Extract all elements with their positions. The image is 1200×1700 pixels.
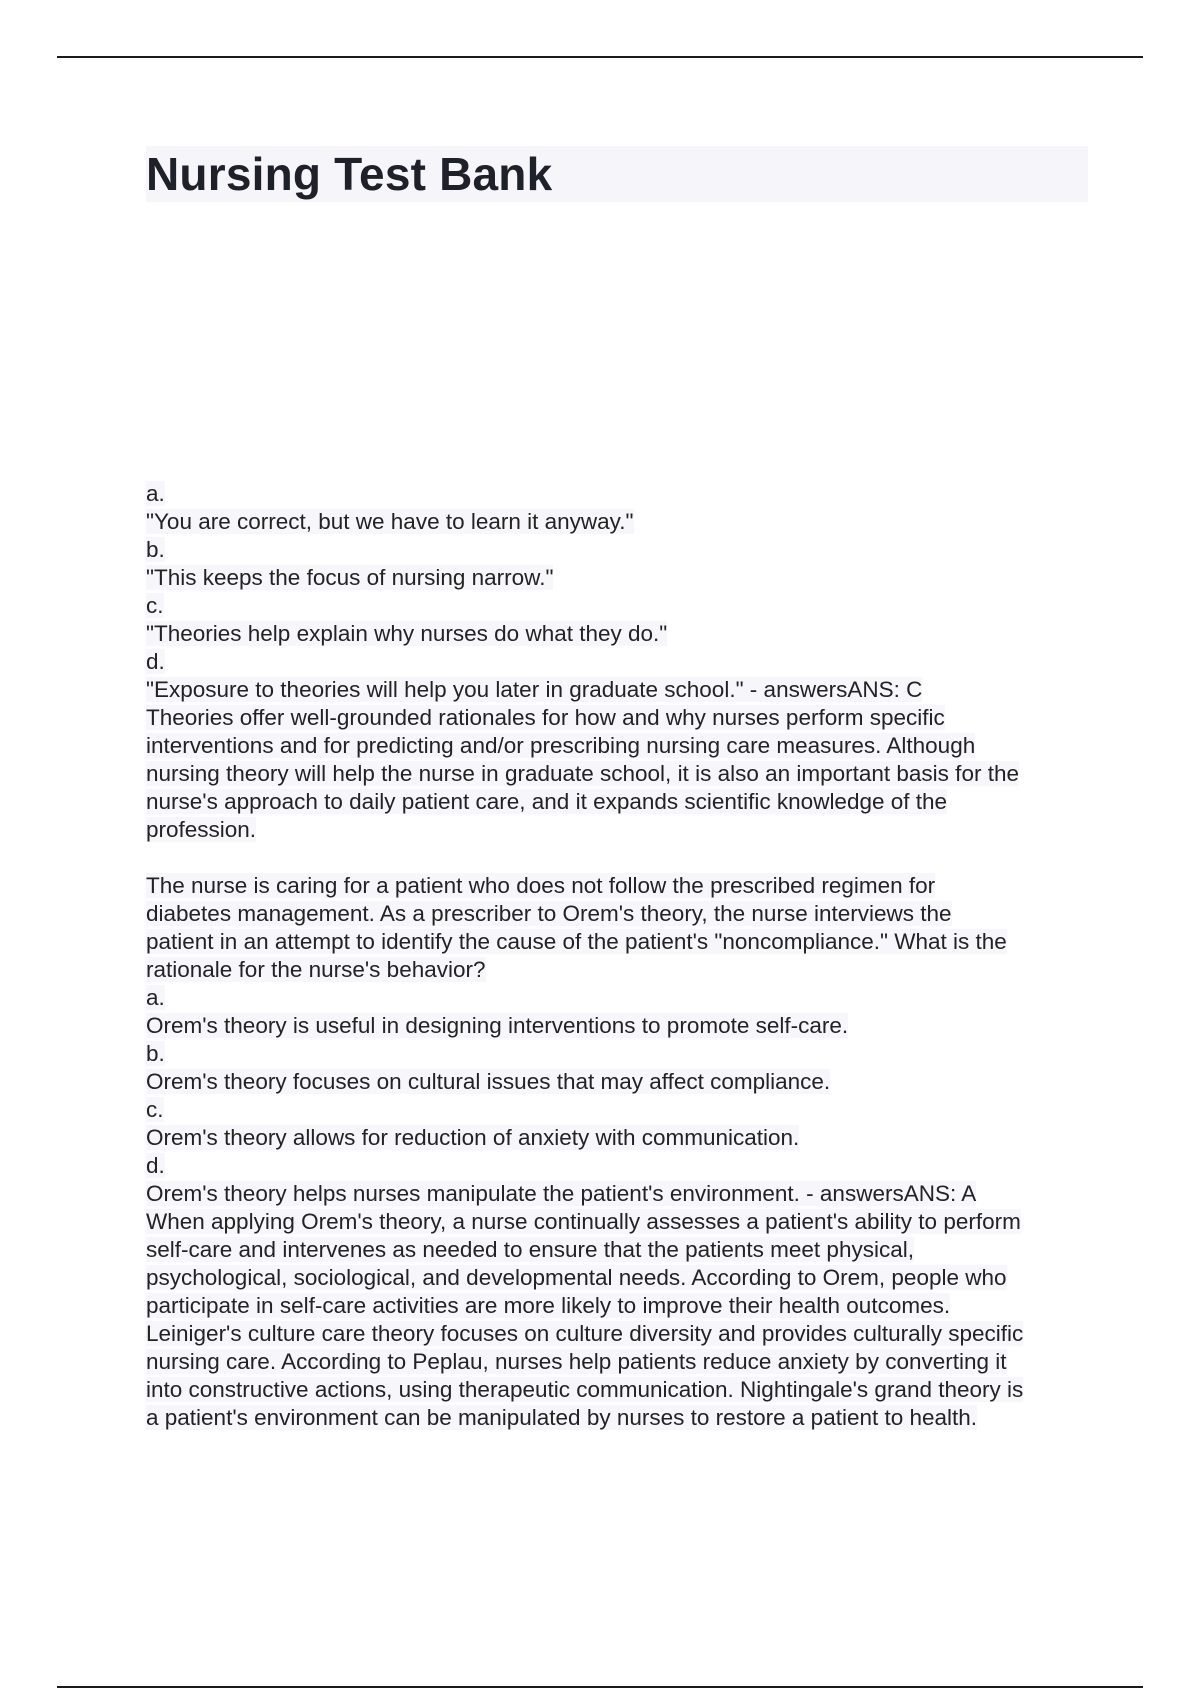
text-line: d. xyxy=(146,649,165,674)
text-line: b. xyxy=(146,537,165,562)
text-line: Leiniger's culture care theory focuses on culture diversity and provides culturally specific xyxy=(146,1321,1024,1346)
text-line: a. xyxy=(146,985,165,1010)
text-line: "You are correct, but we have to learn it anyway." xyxy=(146,509,634,534)
paragraph-gap xyxy=(146,844,1096,872)
text-line: nursing care. According to Peplau, nurses help patients reduce anxiety by converting it xyxy=(146,1349,1007,1374)
text-line: profession. xyxy=(146,817,257,842)
text-line: "Theories help explain why nurses do what they do." xyxy=(146,621,668,646)
text-line: psychological, sociological, and developmental needs. According to Orem, people who xyxy=(146,1265,1007,1290)
text-line: nurse's approach to daily patient care, and it expands scientific knowledge of the xyxy=(146,789,948,814)
text-line: c. xyxy=(146,593,164,618)
bottom-rule xyxy=(57,1686,1143,1688)
text-line: c. xyxy=(146,1097,164,1122)
text-line: When applying Orem's theory, a nurse continually assesses a patient's ability to perform xyxy=(146,1209,1021,1234)
document-title: Nursing Test Bank xyxy=(146,146,1088,202)
text-line: "Exposure to theories will help you later in graduate school." - answersANS: C xyxy=(146,677,923,702)
text-line: self-care and intervenes as needed to ensure that the patients meet physical, xyxy=(146,1237,914,1262)
text-line: Theories offer well-grounded rationales for how and why nurses perform specific xyxy=(146,705,945,730)
text-line: interventions and for predicting and/or prescribing nursing care measures. Although xyxy=(146,733,976,758)
text-line: patient in an attempt to identify the cause of the patient's "noncompliance." What is the xyxy=(146,929,1007,954)
text-line: rationale for the nurse's behavior? xyxy=(146,957,486,982)
text-line: into constructive actions, using therapeutic communication. Nightingale's grand theory is xyxy=(146,1377,1024,1402)
text-line: Orem's theory focuses on cultural issues that may affect compliance. xyxy=(146,1069,831,1094)
text-line: diabetes management. As a prescriber to Orem's theory, the nurse interviews the xyxy=(146,901,952,926)
text-line: participate in self-care activities are more likely to improve their health outcomes. xyxy=(146,1293,951,1318)
top-rule xyxy=(57,56,1143,58)
text-line: Orem's theory is useful in designing interventions to promote self-care. xyxy=(146,1013,849,1038)
text-line: d. xyxy=(146,1153,165,1178)
text-line: The nurse is caring for a patient who does not follow the prescribed regimen for xyxy=(146,873,936,898)
question-block-2 xyxy=(146,872,1096,1432)
text-line: Orem's theory allows for reduction of anxiety with communication. xyxy=(146,1125,800,1150)
text-line: b. xyxy=(146,1041,165,1066)
document-body xyxy=(146,480,1096,1432)
text-line: Orem's theory helps nurses manipulate the patient's environment. - answersANS: A xyxy=(146,1181,977,1206)
question-block-1 xyxy=(146,480,1096,844)
text-line: "This keeps the focus of nursing narrow." xyxy=(146,565,554,590)
text-line: nursing theory will help the nurse in graduate school, it is also an important basis for the xyxy=(146,761,1019,786)
text-line: a patient's environment can be manipulated by nurses to restore a patient to health. xyxy=(146,1405,978,1430)
text-line: a. xyxy=(146,481,165,506)
